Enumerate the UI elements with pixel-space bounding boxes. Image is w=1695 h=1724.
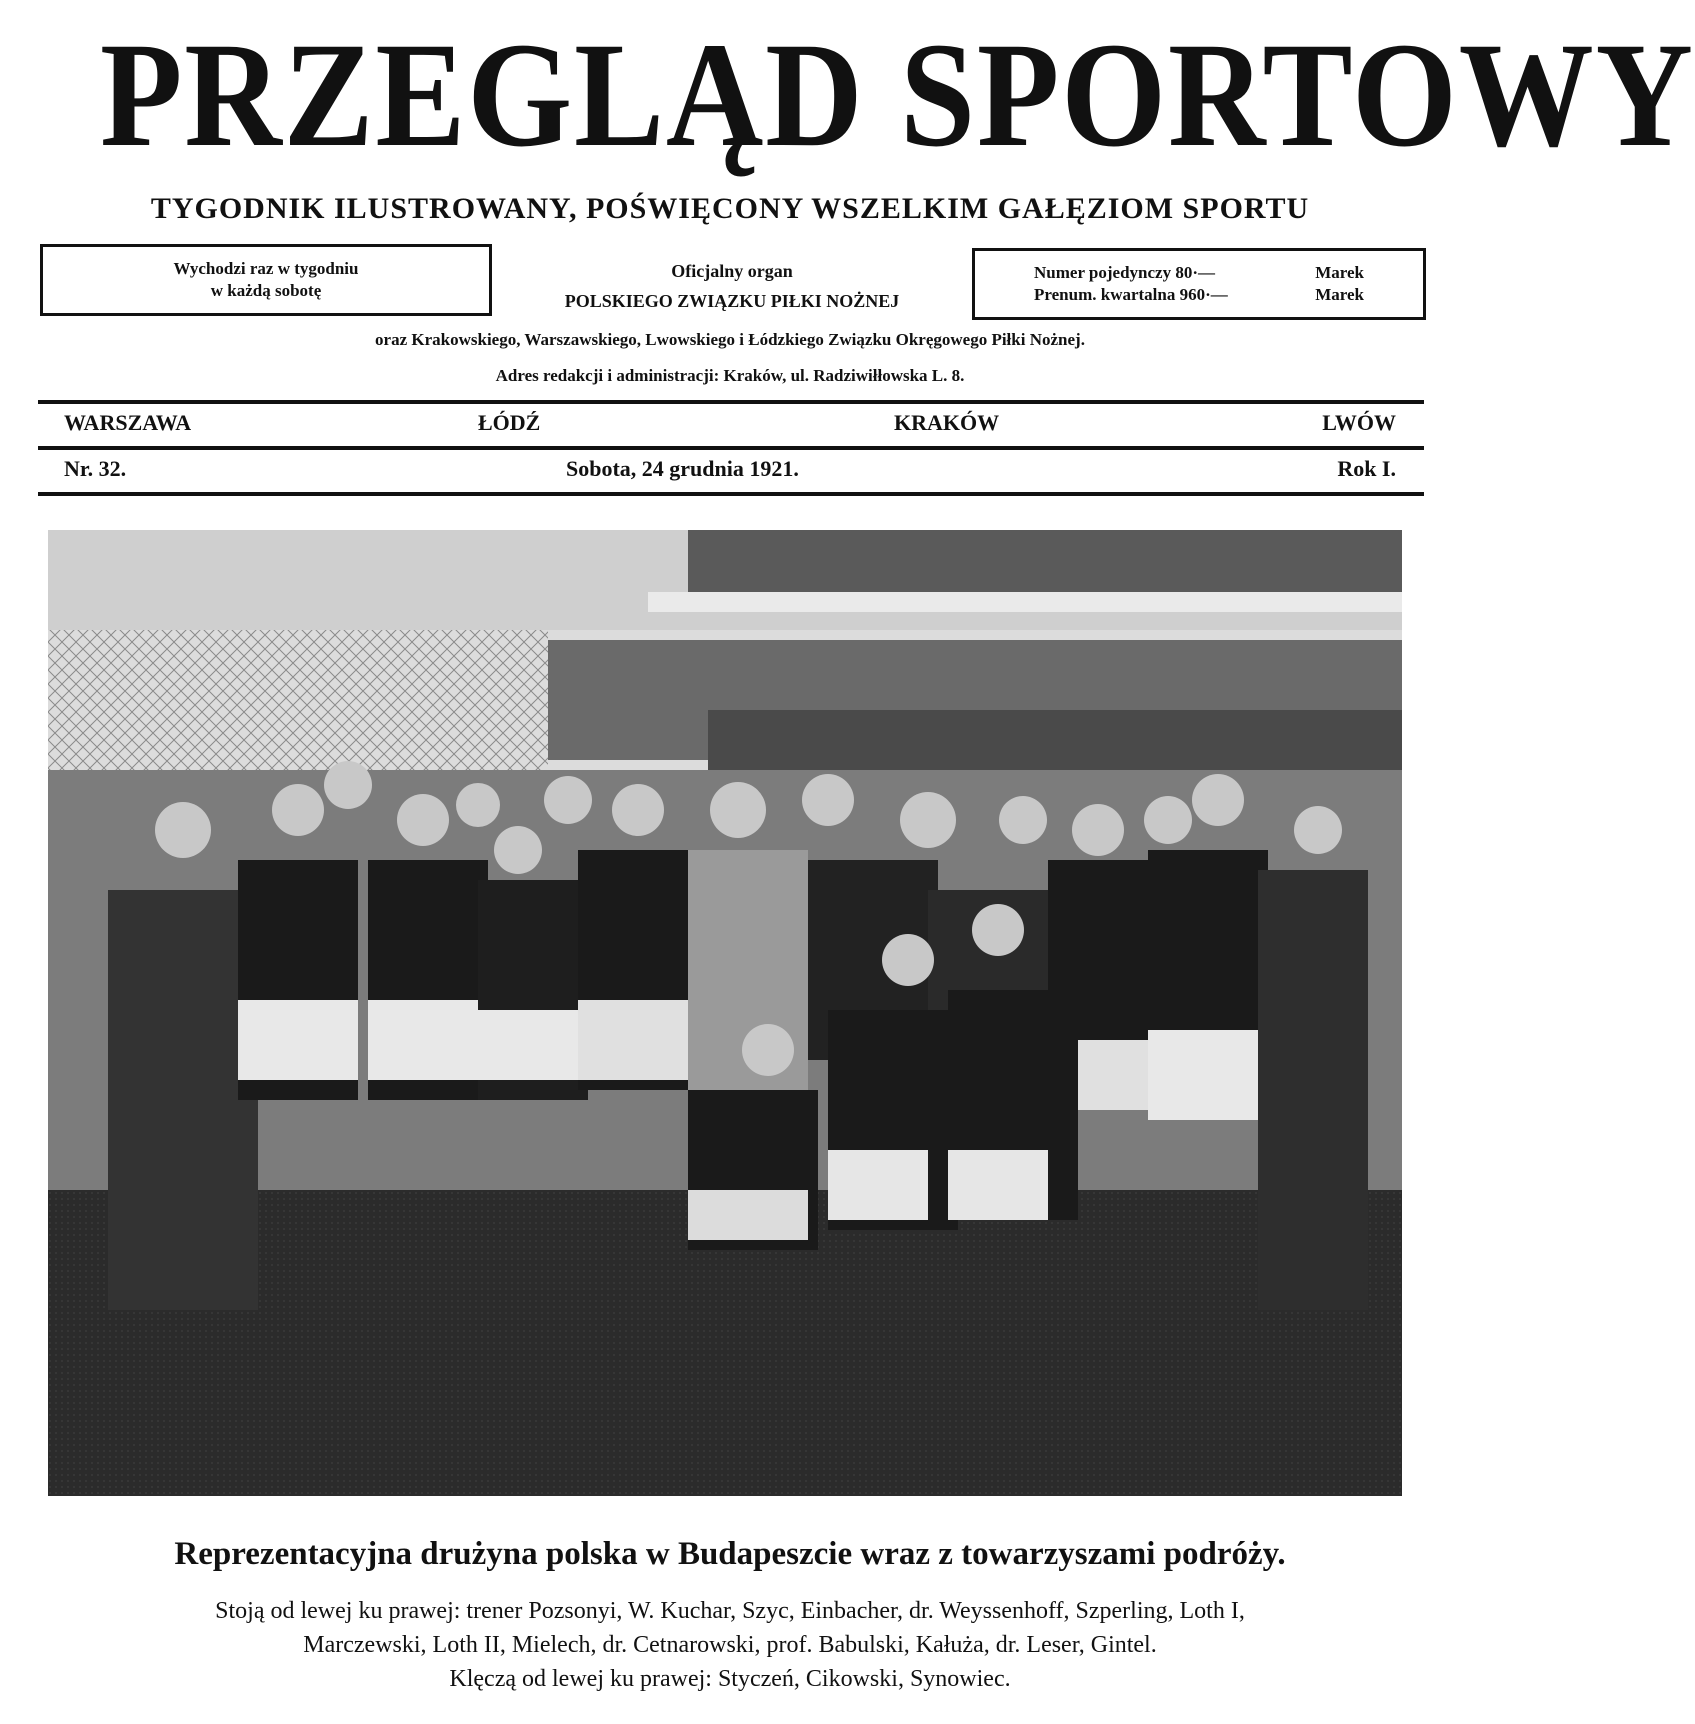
rule-bottom [38,492,1424,496]
cities-row [38,410,1424,438]
price-single-unit: Marek [1315,263,1364,282]
issue-number: Nr. 32. [64,456,127,481]
rule-top [38,400,1424,404]
issue-date: Sobota, 24 grudnia 1921. [566,456,799,481]
frequency-box [40,244,492,316]
photo-caption-headline: Reprezentacyjna drużyna polska w Budapeszcie wraz z towarzyszami podróży. [174,1536,1286,1572]
price-row-quarterly [1034,284,1364,306]
city-lodz: ŁÓDŹ [478,410,541,435]
rule-middle [38,446,1424,450]
masthead-title: PRZEGLĄD SPORTOWY [100,12,1695,178]
photo-caption-names [28,1594,1432,1696]
price-quarterly-unit: Marek [1315,285,1364,304]
team-photo [48,530,1402,1496]
frequency-line-2: w każdą sobotę [210,281,322,300]
frequency-line-1: Wychodzi raz w tygodniu [173,259,359,278]
team-photo-illustration [48,530,1402,1496]
price-quarterly-label: Prenum. kwartalna 960·— [1034,285,1228,304]
issue-year: Rok I. [1337,456,1396,481]
organ-line-1: Oficjalny organ [671,261,793,281]
price-box [972,248,1426,320]
associations-line: oraz Krakowskiego, Warszawskiego, Lwowskiego i Łódzkiego Związku Okręgowego Piłki Nożnej. [375,330,1085,349]
address-line: Adres redakcji i administracji: Kraków, ul. Radziwiłłowska L. 8. [495,366,965,385]
standing-line-2: Marczewski, Loth II, Mielech, dr. Cetnarowski, prof. Babulski, Kałuża, dr. Leser, Gintel. [303,1632,1157,1658]
issue-row [38,456,1424,486]
price-row-single [1034,262,1364,284]
city-warszawa: WARSZAWA [64,410,192,435]
kneeling-line: Klęczą od lewej ku prawej: Styczeń, Cikowski, Synowiec. [449,1666,1011,1692]
city-lwow: LWÓW [1322,410,1396,435]
masthead-subtitle: TYGODNIK ILUSTROWANY, POŚWIĘCONY WSZELKIM GAŁĘZIOM SPORTU [150,192,1310,225]
organ-line-2: POLSKIEGO ZWIĄZKU PIŁKI NOŻNEJ [564,291,900,311]
price-single-label: Numer pojedynczy 80·— [1034,263,1216,282]
standing-line-1: Stoją od lewej ku prawej: trener Pozsonyi, W. Kuchar, Szyc, Einbacher, dr. Weyssenhoff, Szperling, Loth I, [215,1598,1245,1624]
city-krakow: KRAKÓW [894,410,1000,435]
official-organ [510,256,954,316]
